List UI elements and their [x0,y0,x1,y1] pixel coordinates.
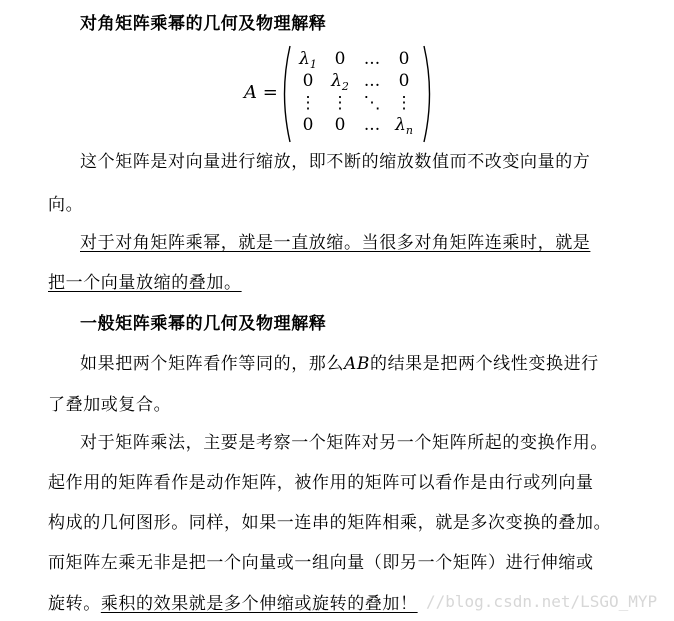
matrix-cell-lambdan: $\lambda_n$ [395,115,413,137]
paragraph-4-text-a: 旋转。 [48,594,101,614]
watermark: //blog.csdn.net/LSGO_MYP [426,592,658,611]
matrix-cell: 0 [398,49,410,69]
matrix-cell: 0 [334,115,346,135]
math-ab: AB [344,354,370,374]
heading-general-matrix-power: 一般矩阵乘幂的几何及物理解释 [80,314,327,334]
paragraph-2-line-1: 对于对角矩阵乘幂，就是一直放缩。当很多对角矩阵连乘时，就是 [80,233,591,253]
matrix-cell: ... [363,115,381,135]
paragraph-1-line-2: 向。 [48,195,84,215]
matrix-cell: 0 [302,71,314,91]
matrix-equation [236,44,436,144]
paragraph-4-line-3: 构成的几何图形。同样，如果一连串的矩阵相乘，就是多次变换的叠加。 [48,513,612,533]
matrix-cell: ... [363,71,381,91]
matrix-cell: 0 [302,115,314,135]
matrix-cell: ⋱ [363,93,381,113]
paragraph-4-line-4: 而矩阵左乘无非是把一个向量或一组向量（即另一个矩阵）进行伸缩或 [48,553,594,573]
paragraph-4-line-2: 起作用的矩阵看作是动作矩阵，被作用的矩阵可以看作是由行或列向量 [48,473,594,493]
paragraph-1-line-1: 这个矩阵是对向量进行缩放，即不断的缩放数值而不改变向量的方 [80,152,591,172]
paragraph-4-line-5 [48,592,418,616]
matrix-cell-lambda2: $\lambda_2$ [331,71,349,93]
left-parenthesis [278,44,292,144]
heading-diagonal-matrix-power: 对角矩阵乘幂的几何及物理解释 [80,14,327,34]
paragraph-4-line-1: 对于矩阵乘法，主要是考察一个矩阵对另一个矩阵所起的变换作用。 [80,433,608,453]
paragraph-2-line-2: 把一个向量放缩的叠加。 [48,273,242,293]
matrix-cell-lambda1: $\lambda_1$ [299,49,317,71]
paragraph-4-underlined-text: 乘积的效果就是多个伸缩或旋转的叠加！ [100,594,418,614]
matrix-cell: ⋮ [395,93,413,113]
right-parenthesis [422,44,436,144]
matrix-grid [292,48,420,140]
matrix-cell: ⋮ [299,93,317,113]
paragraph-3-line-2: 了叠加或复合。 [48,395,172,415]
paragraph-3-line-1 [80,352,599,376]
matrix-cell: 0 [334,49,346,69]
matrix-cell: ⋮ [331,93,349,113]
matrix-lhs: A = [244,82,278,103]
paragraph-3-text-b: 的结果是把两个线性变换进行 [369,354,599,374]
paragraph-3-text-a: 如果把两个矩阵看作等同的，那么 [80,354,344,374]
matrix-cell: 0 [398,71,410,91]
matrix-cell: ... [363,49,381,69]
